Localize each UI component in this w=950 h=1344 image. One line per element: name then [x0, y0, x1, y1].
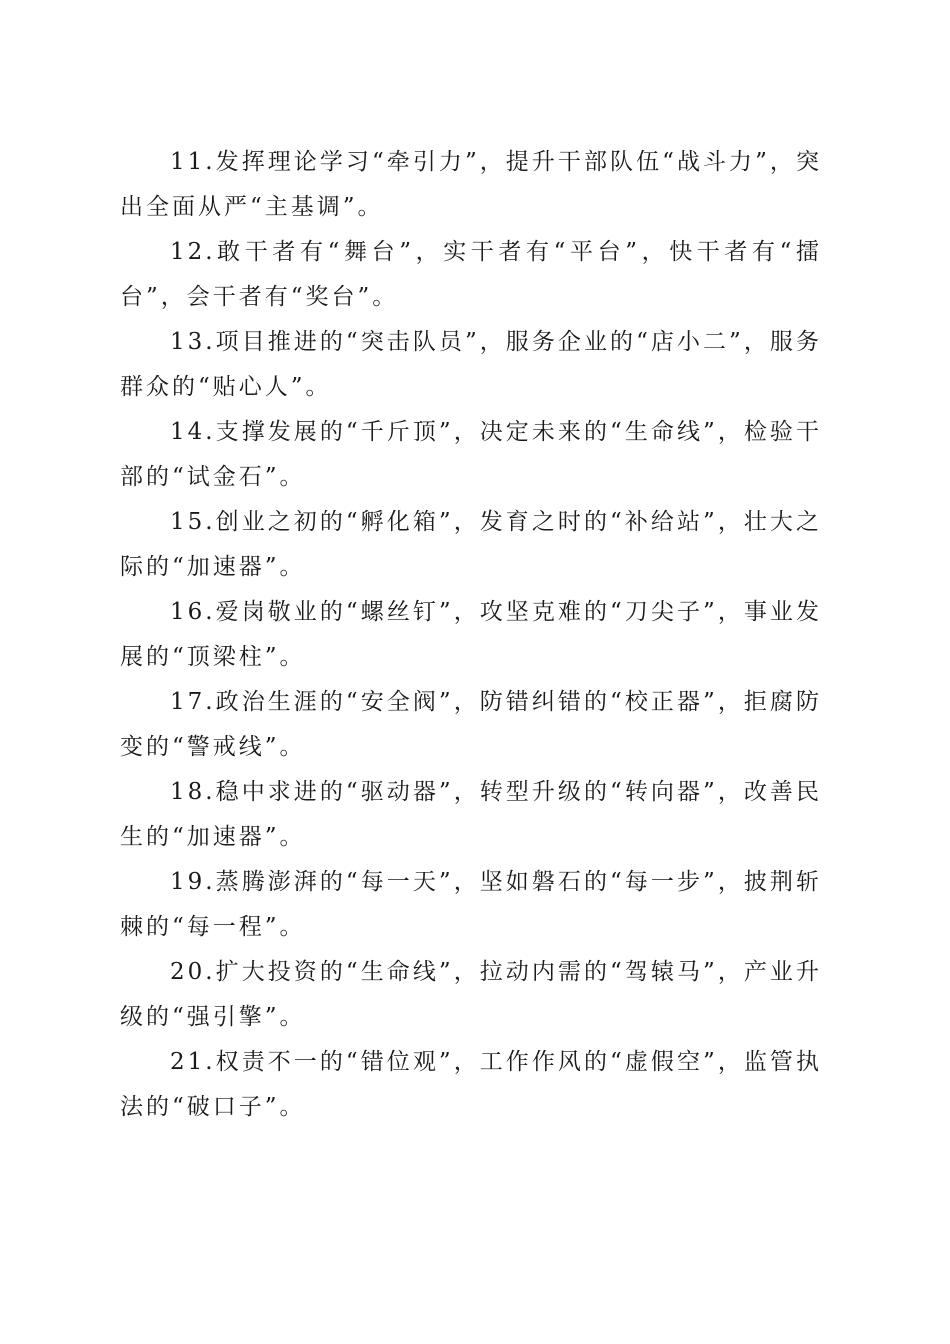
paragraph-20: 20.扩大投资的“生命线”，拉动内需的“驾辕马”，产业升级的“强引擎”。: [120, 959, 822, 1030]
paragraph-17: 17.政治生涯的“安全阀”，防错纠错的“校正器”，拒腐防变的“警戒线”。: [120, 689, 822, 760]
paragraph-12: 12.敢干者有“舞台”，实干者有“平台”，快干者有“擂台”，会干者有“奖台”。: [120, 239, 822, 310]
paragraph-21: 21.权责不一的“错位观”，工作作风的“虚假空”，监管执法的“破口子”。: [120, 1049, 822, 1120]
paragraph-11: 11.发挥理论学习“牵引力”，提升干部队伍“战斗力”，突出全面从严“主基调”。: [120, 149, 822, 220]
paragraph-15: 15.创业之初的“孵化箱”，发育之时的“补给站”，壮大之际的“加速器”。: [120, 509, 822, 580]
paragraph-18: 18.稳中求进的“驱动器”，转型升级的“转向器”，改善民生的“加速器”。: [120, 779, 822, 850]
paragraph-13: 13.项目推进的“突击队员”，服务企业的“店小二”，服务群众的“贴心人”。: [120, 329, 822, 400]
paragraph-14: 14.支撑发展的“千斤顶”，决定未来的“生命线”，检验干部的“试金石”。: [120, 419, 822, 490]
paragraph-16: 16.爱岗敬业的“螺丝钉”，攻坚克难的“刀尖子”，事业发展的“顶梁柱”。: [120, 599, 822, 670]
paragraph-19: 19.蒸腾澎湃的“每一天”，坚如磐石的“每一步”，披荆斩棘的“每一程”。: [120, 869, 822, 940]
document-body: [120, 140, 822, 1130]
